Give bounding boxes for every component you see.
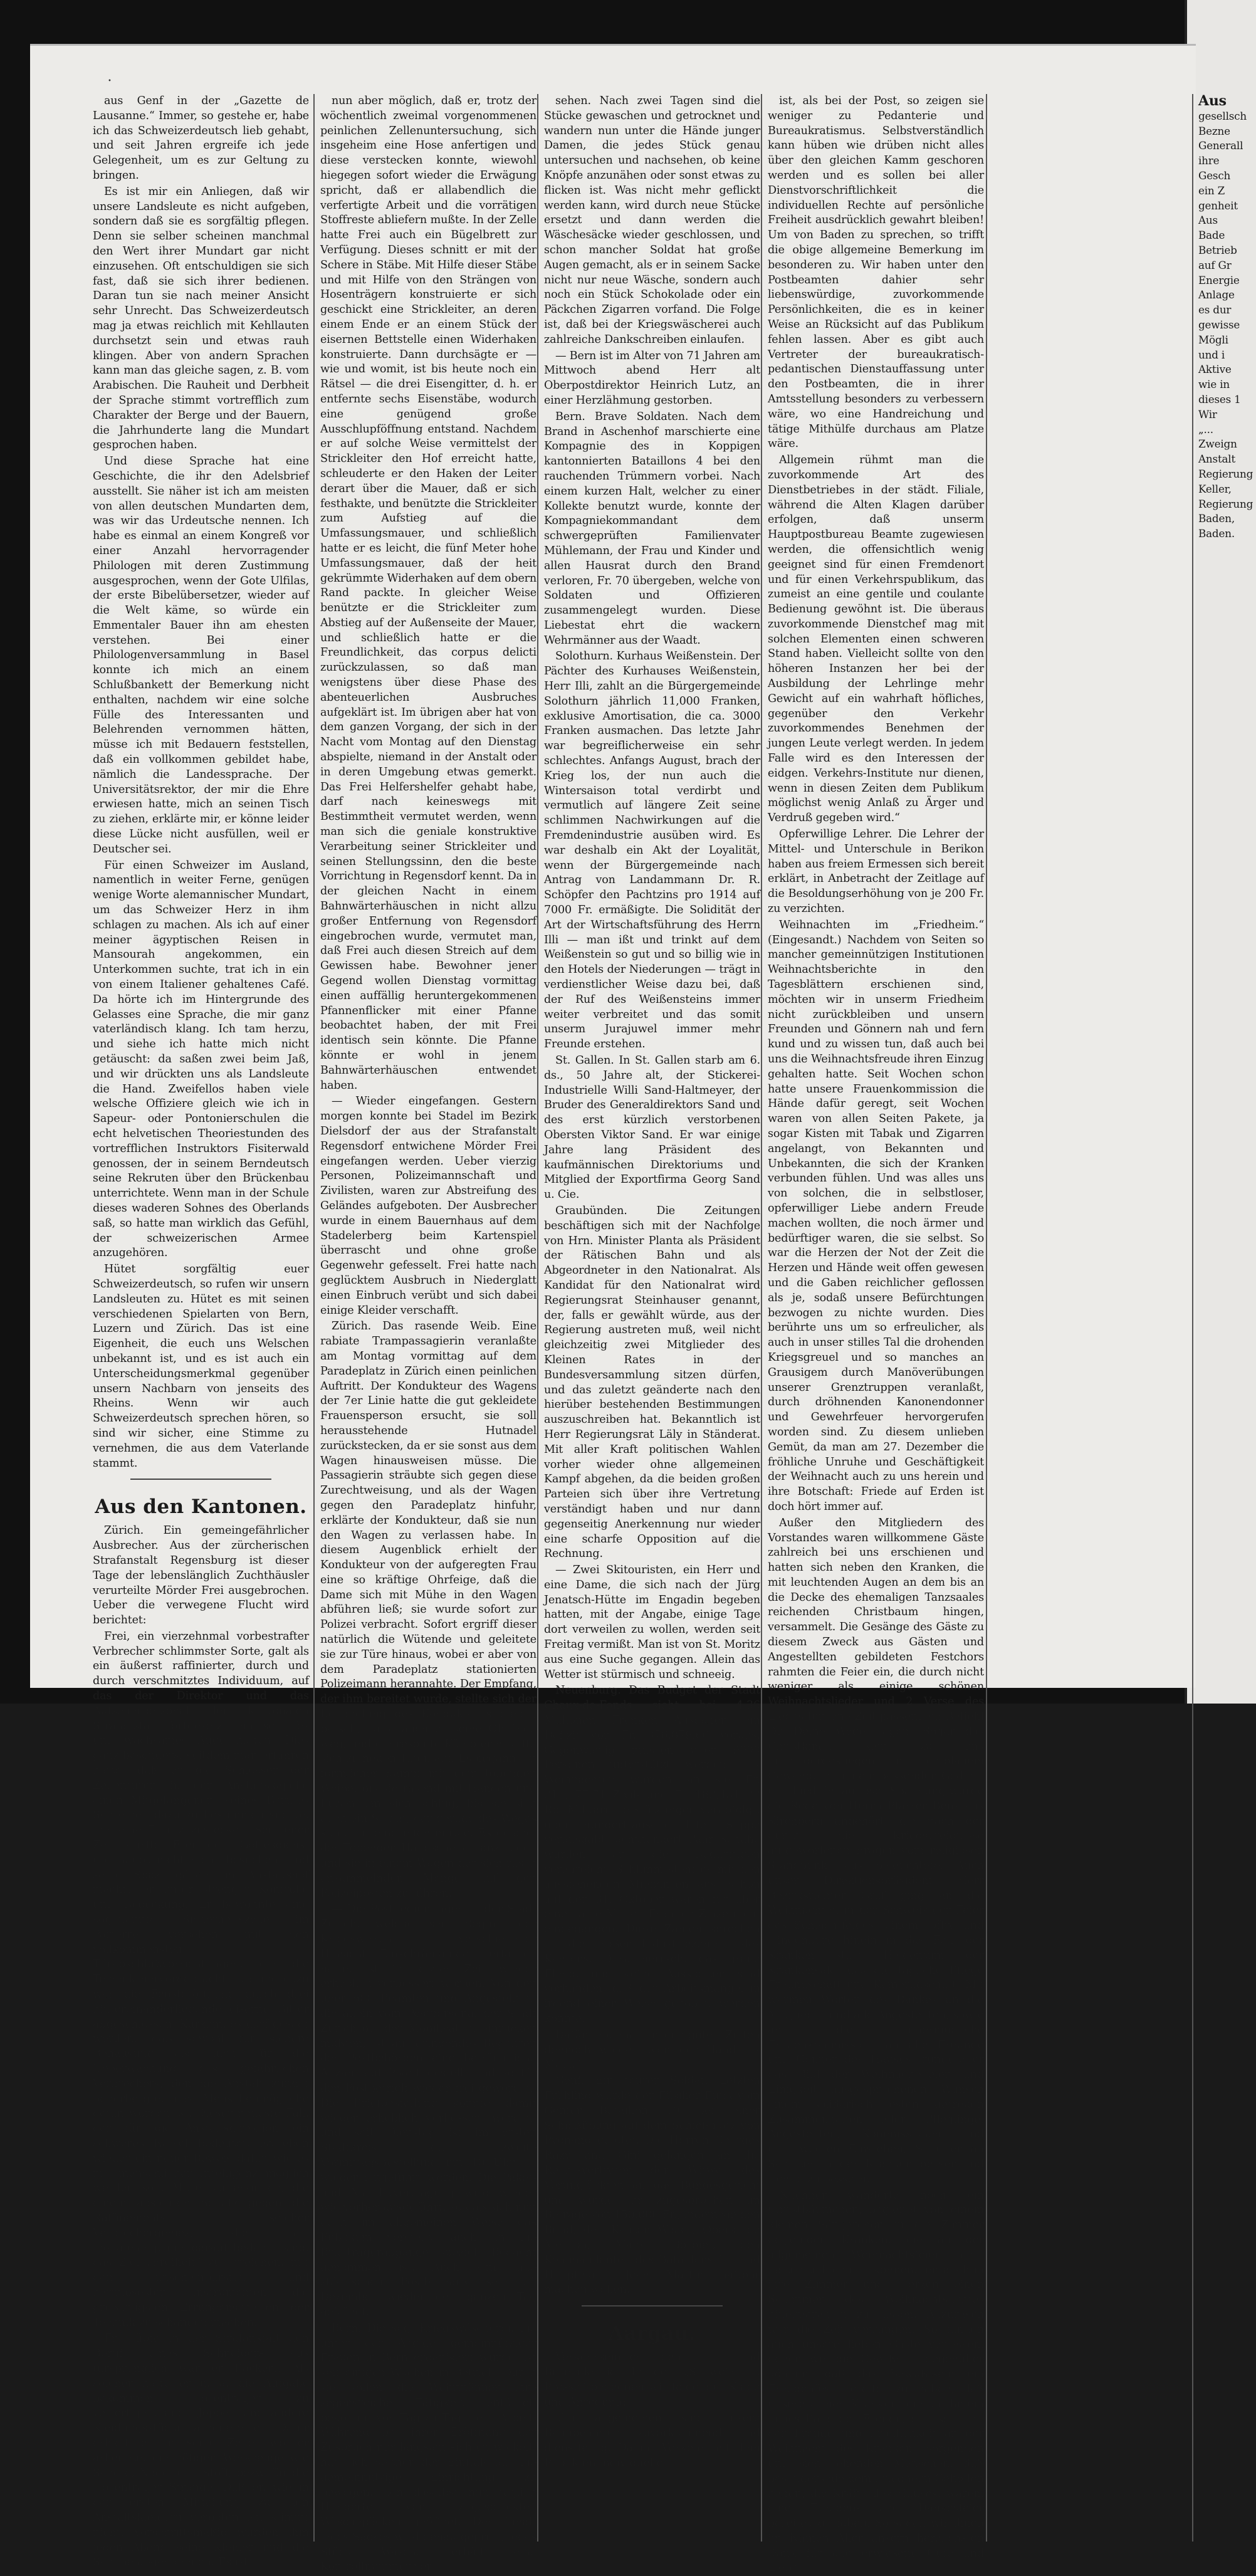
fragment-line: Regierung bbox=[1198, 467, 1253, 480]
paragraph: Für einen Schweizer im Ausland, namentlich in weiter Ferne, genügen wenige Worte alemannischer Mundart, um das Schweizer Herz in ihm schlagen zu machen. Als ich auf einer meiner ägyptischen Reisen in Mansourah angekommen, ein Unterkommen suchte, trat ich in ein von einem Italiener gehaltenes Café. Da hörte ich im Hintergrunde des Gelasses eine Sprache, die mir ganz vaterländisch klang. Ich tam herzu, und siehe ich hatte mich nicht getäuscht: da saßen zwei beim Jaß, und wir drückten uns als Landsleute die Hand. Zweifellos haben viele welsche Offiziere gleich wie ich in Sapeur- oder Pontonierschulen die echt helvetischen Theoriestunden des vortrefflichen Instruktors Fisiterwald genossen, der in seinem Berndeutsch seine Rekruten über den Brückenbau unterrichtete. Wenn man in der Schule dieses waderen Sohnes des Oberlands saß, so hatte man wirklich das Gefühl, der schweizerischen Armee anzugehören. bbox=[93, 859, 309, 1260]
paragraph: Verkehrseinrichtungen und Bureaukratie. In der „Schweiz. fr. Presse“ begegnen wir folgender Klage und Anregung: bbox=[544, 2351, 760, 2409]
fragment-line: Energie bbox=[1198, 273, 1240, 286]
paragraph: Opferwillige Lehrer. Die Lehrer der Mittel- und Unterschule in Berikon haben aus freiem Ermessen sich bereit erklärt, in Anbetracht der Zeitlage auf die Besoldungserhöhung von je 200 Fr. zu verzichten. bbox=[768, 828, 984, 916]
section-heading-kantonen: Aus den Kantonen. bbox=[95, 1495, 307, 1519]
fragment-line: wie in bbox=[1198, 378, 1230, 391]
paragraph: Hütet sorgfältig euer Schweizerdeutsch, so rufen wir unsern Landsleuten zu. Hütet es mit seinen verschiedenen Spielarten von Bern, Luzern und Zürich. Das ist eine Eigenheit, die euch uns Welschen unbekannt ist, und es ist auch ein Unterscheidungsmerkmal gegenüber unsern Nachbarn von jenseits des Rheins. Wenn wir auch Schweizerdeutsch sprechen hören, so sind wir sicher, eine Stimme zu vernehmen, die aus dem Vaterlande stammt. bbox=[93, 1263, 309, 1470]
fragment-line: Wir bbox=[1198, 407, 1217, 421]
paragraph: sehen. Nach zwei Tagen sind die Stücke gewaschen und getrocknet und wandern nun unter die Hände junger Damen, die jedes Stück genau untersuchen und nachsehen, ob keine Knöpfe anzunähen oder sonst etwas zu flicken ist. Was nicht mehr geflickt werden kann, wird durch neue Stücke ersetzt und dann werden die Wäschesäcke wieder geschlossen, und schon mancher Soldat hat große Augen gemacht, als er in seinem Sacke nicht nur neue Wäsche, sondern auch noch ein Stück Schokolade oder ein Päckchen Zigarren vorfand. Die Folge ist, daß bei der Kriegswäscherei auch zahlreiche Dankschreiben einlaufen. bbox=[544, 95, 760, 346]
fragment-line: ihre Gesch bbox=[1198, 154, 1231, 182]
paragraph: aus Genf in der „Gazette de Lausanne.“ Immer, so gestehe er, habe ich das Schweizerdeutsch lieb gehabt, und seit Jahren ergreife ich jede Gelegenheit, um es zur Geltung zu bringen. bbox=[93, 95, 309, 182]
column-rule-1 bbox=[313, 94, 315, 2542]
paragraph: Frei übte in der Strafanstalt den Beruf eines Schneiders aus (ursprünglich war er Bäcker). Als solcher hatte er u. a. die Aufgabe bekommen, Hosenträger zu verfertigen; auch Joppen und andere Kleidungsstücke arbeitete er. Dafür erhielt er in seine Zelle, wo er arbeitete, die nötigen Werkzeuge wie Schere, Nadel und Stoff, bezw. für die Hosenträger Stränge. Daß er, wie in der ersten Mitteilung zu den Anstaltskleidern verboten ist, stimmt nicht. Vorschriftsmäßig wurden ihm jeden Abend seine Kleider und die Schuhe abgenommen. Es ist bbox=[93, 2332, 309, 2569]
paragraph: Dafür lebt man in der guten Zeiten dennoch wieder „von der Hand ins Maul.“ bbox=[544, 2028, 760, 2071]
fragment-line: und i bbox=[1198, 348, 1225, 361]
column-3 bbox=[544, 94, 760, 2551]
column-5-cut-off bbox=[1198, 93, 1253, 2551]
column-2 bbox=[320, 94, 536, 2573]
fragment-line: auf Gr bbox=[1198, 258, 1232, 271]
paragraph: Allgemein rühmt man die zuvorkommende Art des Dienstbetriebes in der städt. Filiale, während die Alten Klagen darüber erfolgen, daß unserm Hauptpostbureau Beamte zugewiesen werden, die offensichtlich wenig geeignet sind für einen Fremdenort und für einen Verkehrspublikum, das zumeist an eine gentile und coulante Bedienung gewöhnt ist. Die überaus zuvorkommende Dienstchef mag mit solchen Elementen einen schweren Stand haben. Vielleicht sollte von den höheren Instanzen her bei der Ausbildung der Lehrlinge mehr Gewicht auf ein wahrhaft höfliches, gegenüber den Verkehr zuvorkommendes Benehmen der jungen Leute verlegt werden. In jedem Falle wird es den Interessen der eidgen. Verkehrs-Institute nur dienen, wenn in diesen Zeiten dem Publikum möglichst wenig Anlaß zu Ärger und Verdruß gegeben wird.“ bbox=[768, 454, 984, 825]
paragraph: Bern. Brave Soldaten. Nach dem Brand in Aschenhof marschierte eine Kompagnie des in Koppigen kantonnierten Bataillons 4 bei den rauchenden Trümmern vorbei. Nach einem kurzen Halt, welcher zu einer Kollekte benutzt wurde, konnte der Kompagniekommandant dem schwergeprüften Familienvater Mühlemann, der Frau und Kinder und allen Hausrat durch den Brand verloren, Fr. 70 übergeben, welche von Soldaten und Offizieren zusammengelegt wurden. Diese Liebestat ehrt die wackern Wehrmänner aus der Waadt. bbox=[544, 410, 760, 647]
fragment-line: Bade bbox=[1198, 229, 1225, 242]
column-1 bbox=[93, 94, 309, 2569]
paragraph: Nachher wanderte noch ein Christbäumchen, begleitet von einem kleinen Sängerchor, in die Zimmer derjenigen Kranken, die an der allgemeinen Weihnachtsfeier nicht hatten teilnehmen können, um auch in ihre Zimmer und Herzen einen Schimmer des Weihnachtslichtes hineinstrahlen zu lassen. Allzurasch war die Zeit vergangen. So fanden auch unsere lieben Gäste verlassen, denen wir die Gewißheit gegenüber können, daß das Bewußtsein ein Freudenfest bereitet zu haben, daß unsere armen Kranken, die an ihr ein neues Band der Freude, gemischt mit der Freude und Fröhlichkeit an der Weihnacht des Kranken, sorgenden und sich sehenden Menschen, daß besonders die dem Friedheim Geholfen haben, die Kräfte des Hauses, waren, eine Freuden- und Dankesfeier bereitet zu haben. So sagen wir ihnen im Namen Aller unsern herzlichsten Dank für alle erwiesene Güte und Liebe. bbox=[768, 2189, 984, 2575]
paragraph: Genf. Ein teurer Soldat. Letzten Frühling wurde der Füsilier Funk vom Genfer Bataillon 10 bei einer Schießübung auf dem Schießplatz von Pyonand getötet. Die Herren Georges Razy und Gini gelangen an die Rechtsvertreter der Witwe des Verunglückten an das Bundesgericht und wurde ihr zugesprochen im Betrage von 150,000 Fr., indem sie den Bund, den Kanton Waadt, Oberst de Meuron, Major Borbier, den Kommandanten des Bataillons 10, und Hauptmann Jean Martin haftbar machen wollen. bbox=[544, 2075, 760, 2296]
paragraph: — Zwei Skitouristen, ein Herr und eine Dame, die sich nach der Jürg Jenatsch-Hütte im Engadin begeben hatten, mit der Angabe, einige Tage dort verweilen zu wollen, werden seit Freitag vermißt. Man ist von St. Moritz aus eine Suche gegangen. Allein das Wetter ist stürmisch und schneeig. bbox=[544, 1564, 760, 1681]
fragment-line: Bezne bbox=[1198, 124, 1230, 137]
fragment-line: Aus bbox=[1198, 214, 1218, 227]
fragment-line: ein Z bbox=[1198, 184, 1225, 197]
paragraph: Graubünden. Die Zeitungen beschäftigen sich mit der Nachfolge von Hrn. Minister Planta als Präsident der Rätischen Bahn und als Abgeordneter in den Nationalrat. Als Kandidat für den Nationalrat wird Regierungsrat Steinhauser genannt, der, falls er gewählt würde, aus der Regierung austreten muß, weil nicht gleichzeitig zwei Mitglieder des Kleinen Rates in der Bundesversammlung sitzen dürfen, und das zuletzt geänderte nach den hierüber bestehenden Bestimmungen auszuschreiben hat. Bekanntlich ist Herr Regierungsrat Läly in Ständerat. Mit aller Kraft politischen Wahlen vorher wieder ohne allgemeinen Kampf abgehen, da die beiden großen Parteien sich über ihre Vertretung verständigt haben und nur dann gegenseitig Anerkennung nur wieder eine scharfe Opposition auf die Rechnung. bbox=[544, 1204, 760, 1561]
column-rule-2 bbox=[537, 94, 538, 2542]
paragraph: „Im allgemeinen sind unsere Bahnbeamten zuvorkommend und dienstfertig. Da ihr Verkehr mit dem Publikum individueller bbox=[544, 2412, 760, 2469]
paragraph: Außer den Mitgliedern des Vorstandes waren willkommene Gäste zahlreich bei uns erschienen und hatten sich neben den Kranken, die mit leuchtenden Augen an dem bis an die Decke des ehemaligen Tanzsaales reichenden Christbaum hingen, versammelt. Die Gesänge des Gäste zu diesem Zweck aus Gästen und Angestellten gebildeten Festchors rahmten die Feier ein, die durch nicht weniger als einige schönen Weihnachtslieder und 2 Verse des Liedes für jene Zeit passenden: Befiehl Du Deine Wege, lagen. Sogar das Christkindli kam zu uns herniedergestiegen in lichtblauem Gewand, mit einem passenden Gedicht und Lied. In lautloser Spannung wurde die Rede von Herrn Pfarrer Benz aus Kirchberg angehört, die nach der durch die Kriegsereignisse aufgeworfenen Fragen vom religiösen Standpunkt aus beleuchtete. Auch unser Direktionspräsident Herr Bezirksrichter Graf ging an die Weihnachten in der Schweiz der Feier des Schlachtfeldes, einem Joffre und Hindenburg hinein in das Feld der Kranken stille Heldentum der Krankensäle, das die tägliche Pflege Freundschaft und Kameradschaft. Mit warmen Worten des Dankes an die Mitglieder und alle Angestellten, sowie an die unermüdliche Frauenkommission, an alle Freunde und Gönner des Hauses, rundete er das Bild der Weihnachtsfeier, und Einigkeit ausgesprochenen Wunsch einem solidarisch festen, getreuen Zusammenhalten aller, Pfleglinge, Angestellten, Kommissionen und unentwegten Einstehen, Schulter an Schulter in der Kranken besser und richtig zu bessern. bbox=[768, 1516, 984, 2186]
fragment-line: Generall bbox=[1198, 139, 1243, 152]
fragment-line: Anstalt bbox=[1198, 453, 1235, 466]
fragment-line: Keller, bbox=[1198, 482, 1232, 495]
fragment-line: gewisse bbox=[1198, 318, 1240, 331]
fragment-line: Zweign bbox=[1198, 437, 1237, 451]
paragraph: Frei, ein vierzehnmal vorbestrafter Verbrecher schlimmster Sorte, galt als ein äußerst raffinierter, durch und durch verschmitztes Individuum, auf das der Direktor und das Aufseherpersonal der kantonalen Strafanstalt fortgesetzt ein scharfes und wachsames Auge hatten. Dies ganz besonders, seitdem man erfahren hatte, daß er die Schlösser der Zellentüren in der Anstaltskapelle einen Mitgefangenen, seines Berufes Schreiner, dazu zu bestimmen suchte, ihm eine Feile zuzustecken. Seit jener Zeit durfte Frei den Gottesdienst überhaupt nicht mehr besuchen, und seine Spaziergänge im Anstaltshof machte er unter strenger Kontrolle und Bedeckung. Er bewohnte eine sogenannte Sicherheitszelle im Parterre, versehen mit den vollkommensten Türabschlußvorrichtungen, die die Technik hervorgebracht hat; und dazu war die Fensteröffnung durch drei hintereinanderliegende eiserne Gitter abgeschlossen. Kurzum, es darf gesagt werden, daß sowohl für sichere Behausung als auch für die Ueberwachung des gefährlichen Verbrechers, den die Anstalt zurzeit beherbergte, das Menschenmögliche getan worden ist. Dieser neueste Fall, der für die Anstaltsdirektion ein schweres Rätsel bedeutet, ist eben wieder ein neuer Beweis dafür, wie es mit menschlicher Intelligenz möglich werden soll, Mittel zu ersinnen, die einem absoluten Schutz gegen die Raffinements solcher Verbrechergenies, die hart monatelang, nur darauf bedacht sind, das Ziel „Freiheit“ zu erreichen, mit den unscheinbarsten und harmlosesten Instrumenten die großartigsten Errungenschaften der Technik zu schanden machen. bbox=[93, 1630, 309, 2329]
paragraph: Solothurn. Kurhaus Weißenstein. Der Pächter des Kurhauses Weißenstein, Herr Illi, zahlt an die Bürgergemeinde Solothurn jährlich 11,000 Franken, exklusive Amortisation, die ca. 3000 Franken ausmachen. Das letzte Jahr war begreiflicherweise ein sehr schlechtes. Anfangs August, brach der Krieg los, der nun auch die Wintersaison total verdirbt und vermutlich auf längere Zeit seine schlimmen Nachwirkungen auf die Fremdenindustrie ausüben wird. Es war deshalb ein Akt der Loyalität, wenn der Bürgergemeinde nach Antrag von Landammann Dr. R. Schöpfer den Pachtzins pro 1914 auf 7000 Fr. ermäßigte. Die Solidität der Art der Wirtschaftsführung des Herrn Illi — man ißt und trinkt auf dem Weißenstein so gut und so billig wie in den Hotels der Niederungen — trägt in verdienstlicher Weise dazu bei, daß der Ruf des Weißensteins immer weiter verbreitet und das somit unserm Jurajuwel immer mehr Freunde erstehen. bbox=[544, 650, 760, 1051]
fragment-line: es dur bbox=[1198, 303, 1232, 317]
paragraph: Bern. Die sog. Kriegswäscherei, die unter der Aegide gemeinnütziger Frauen in Bern organisiert wurde, ist seit einigen Wochen in Betrieb. Durch sie sollen die Wehrmänner ihre segensreiche Tätigkeit entfaltet, bekommt von Tag zu Tag mehr Arbeit. Während bei ihrer Eröffnung der Zuspruch nur langsam sich entwickelt, hat sich seither der Einfluß auf die gemeinnützige Einrichtung zu bewegen, den daselbst nun täglich Hunderte von zugeschickten Wäschepäcken geöffnet. Der Inhalt jedes Sackes wird genau geprüft, jedes Stück Wäsche erhält eine Kontrollnummer ver- bbox=[320, 2322, 536, 2573]
paragraph: nun aber möglich, daß er, trotz der wöchentlich zweimal vorgenommenen peinlichen Zellenuntersuchung, sich insgeheim eine Hose anfertigen und diese verstecken konnte, wiewohl hiegegen sofort wieder die Erwägung spricht, daß er allabendlich die verfertigte Arbeit und die vorrätigen Stoffreste abliefern mußte. In der Zelle hatte Frei auch ein Bügelbrett zur Verfügung. Dieses schnitt er mit der Schere in Stäbe. Mit Hilfe dieser Stäbe und mit Hilfe von den Strängen von Hosenträgern konstruierte er sich geschickt eine Strickleiter, an deren einem Ende er an einem Stück der eisernen Bettstelle einen Widerhaken konstruierte. Dann durchsägte er — wie und womit, ist bis heute noch ein Rätsel — die drei Eisengitter, d. h. er entfernte sechs Eisenstäbe, wodurch eine genügend große Ausschlupföffnung entstand. Nachdem er auf solche Weise vermittelst der Strickleiter den Hof erreicht hatte, schleuderte er den Haken der Leiter derart über die Mauer, daß er sich festhakte, und benützte die Strickleiter zum Aufstieg auf die Umfassungsmauer, und schließlich hatte er es leicht, die fünf Meter hohe Umfassungsmauer, daß der heit gekrümmte Widerhaken auf dem obern Rand packte. In gleicher Weise benützte er die Strickleiter zum Abstieg auf der Außenseite der Mauer, und schließlich hatte er die Freundlichkeit, das corpus delicti zurückzulassen, so daß man wenigstens über diese Phase des abenteuerlichen Ausbruches aufgeklärt ist. Im übrigen aber hat von dem ganzen Vorgang, der sich in der Nacht vom Montag auf den Dienstag abspielte, niemand in der Anstalt oder in deren Umgebung etwas gemerkt. Das Frei Helfershelfer gehabt habe, darf nach keineswegs mit Bestimmtheit vermutet werden, wenn man sich die geniale konstruktive Verarbeitung seiner Strickleiter und seinen Stellungssinn, den die beste Vorrichtung in Regensdorf kennt. Da in der gleichen Nacht in einem Bahnwärterhäuschen in nicht allzu großer Entfernung von Regensdorf eingebrochen wurde, vermutet man, daß Frei auch diesen Streich auf dem Gewissen habe. Bewohner jener Gegend wollen Dienstag vormittag einen auffällig heruntergekommenen Pfannenflicker mit einer Pfanne beobachtet haben, der mit Frei identisch sein könnte. Die Pfanne könnte er wohl in jenem Bahnwärterhäuschen entwendet haben. bbox=[320, 95, 536, 1092]
paragraph: Und diese Sprache hat eine Geschichte, die ihr den Adelsbrief ausstellt. Sie näher ist ich am meisten von allen deutschen Mundarten dem, was wir das Urdeutsche nennen. Ich habe es einmal an einem Kongreß vor einer Anzahl hervorragender Philologen mit deren Zustimmung ausgesprochen, wenn der Gote Ulfilas, der erste Bibelübersetzer, wieder auf die Welt käme, so würde ein Emmentaler Bauer ihn am ehesten verstehen. Bei einer Philologenversammlung in Basel konnte ich mich an einem Schlußbankett der Bemerkung nicht enthalten, nachdem wir eine solche Fülle des Interessanten und Belehrenden vernommen hätten, müsse ich mit Bedauern feststellen, daß ein vollkommen gebildet habe, nämlich die Landessprache. Der Universitätsrektor, der mir die Ehre erwiesen hatte, mich an seinen Tisch zu ziehen, erklärte mir, er könne leider diese Lücke nicht ausfüllen, weil er Deutscher sei. bbox=[93, 455, 309, 856]
paragraph: Neuenburg. Das Budget der Stadt Chaux-de-Fonds sieht bei 4,36 Millionen Franken Ausgaben ein Defizit von Fr. 376,879.60 voraus. Gegenwärtig müssen über 9000 Personen unterstützt werden; bis Weihnachten wurden an sie Fr. 214,277.71 Zivil- und Fr. 182,431 22 Rp. Militärunterstützungen verabfolgt; über hunderttausend Liter Suppe verausgabt; achthundert Paar Schuhe wurden an die Bedürftigen verabreicht. Schlimm steht es mit den ausstehenden Mietzinsen aus; schon auf den 31. Oktober waren für über eine halbe Million Franken Zinse nicht eingegangen. Diese Zahlen sprechen für die großen Industriezentren des Kantons. Dura herrscht das graue Elend, und keine Aussichten sind vorhanden, daß der Arbeitsmangel in irgend einer Weise gehoben werden könnte. bbox=[544, 1684, 760, 2025]
fragment-line: Baden, bbox=[1198, 512, 1235, 525]
paragraph: St. Gallen. In St. Gallen starb am 6. ds., 50 Jahre alt, der Stickerei-Industrielle Willi Sand-Haltmeyer, der Bruder des Generaldirektors Sand und des erst kürzlich verstorbenen Obersten Viktor Sand. Er war einige Jahre lang Präsident des kaufmännischen Direktoriums und Mitglied der Exportfirma Georg Sand u. Cie. bbox=[544, 1054, 760, 1202]
fragment-line: „... bbox=[1198, 422, 1213, 436]
fragment-line: Anlage bbox=[1198, 288, 1235, 301]
column-rule-4 bbox=[986, 94, 987, 2542]
section-heading-aargau: Aargau. bbox=[608, 2322, 696, 2345]
fragment-line: Betrieb bbox=[1198, 243, 1237, 256]
paragraph: — Wieder eingefangen. Gestern morgen konnte bei Stadel im Bezirk Dielsdorf der aus der Strafanstalt Regensdorf entwichene Mörder Frei eingefangen werden. Ueber vierzig Personen, Polizeimannschaft und Zivilisten, waren zur Abstreifung des Geländes aufgeboten. Der Ausbrecher wurde in einem Bauernhaus auf dem Stadelerberg beim Kartenspiel überrascht und ohne große Gegenwehr gefesselt. Frei hatte nach geglücktem Ausbruch in Niederglatt einen Einbruch verübt und sich dabei einige Kleider verschafft. bbox=[320, 1095, 536, 1317]
paragraph: Zürich. Das rasende Weib. Eine rabiate Trampassagierin veranlaßte am Montag vormittag auf dem Paradeplatz in Zürich einen peinlichen Auftritt. Der Kondukteur des Wagens der 7er Linie hatte die gut gekleidete Frauensperson ersucht, sie soll herausstehende Hutnadel zurückstecken, da er sie sonst aus dem Wagen hinausweisen müsse. Die Passagierin sträubte sich gegen diese Zurechtweisung, und als der Wagen gegen den Paradeplatz hinfuhr, erklärte der Kondukteur, daß sie nun den Wagen zu verlassen habe. In diesem Augenblick erhielt der Kondukteur von der aufgeregten Frau eine so kräftige Ohrfeige, daß die Dame sich mit Mühe in den Wagen abführen ließ; sie wurde sofort zur Polizei verbracht. Sofort ergriff dieser natürlich die Wütende und geleitete sie zur Türe hinaus, wobei er aber von dem Paradeplatz stationierten Polizeimann herannahte. Der Empfang, der ihm bereitet wurde, stellte sich der Behandlung des Kondukteurs gleich; patsch, hatte auch er seine Ohrfeige weg, und die resolute Kämpferin raffte sich zu neuen Taten auf. Es begann ein förmlicher Kampf mit dem tobenden Weibe, bis sie rasend mit Händen und Füßen um sich schlug, bis sie sich auch ein Soldat, der gerade des Weges kam, mit eingreifen mußte. Es gelang, der Tobenden Handschellen anzulegen und sie in einem Wagen der sich rasch ansammelnden Menge auf den Polizeiposten zu führen. bbox=[320, 1320, 536, 1900]
fragment-line: Baden. bbox=[1198, 527, 1235, 540]
fragment-line: genheit bbox=[1198, 199, 1238, 212]
paragraph: — Die Postbedienungen in der Stadt Zürich, welche seit Beginn der Kriegswirren in verschiedener Hinsicht Einschränkungen erfahren hatte, ist in letzter Zeit wieder erheblich verbessert worden. Von den über 500 Beamten und Angestellten, die allein vom Postpersonal der Stadt Zürich bei der Mobilisation einrücken mußten, ist auf dringendes Begehren der Postbehörden eine beträchtliche Anzahl auf Pikett gestellt und so für den Postbetrieb wieder frei geworden. Die Briefbestellung konnte damit wieder erheblich verbessert werden, und seit Dienstag ist im ersten Stadtkreis die zweite Vormittagsbestellung um 10 Uhr 30 wieder eingeführt worden. Die Paket- und Mandatvertragung wird wieder wie vorher ausgeführt, so daß sich nun auch im allgemeinen Weise das Publikum verstellt; auch an die Briefträgerabgänge speziell Bedacht genommen ist. Auch sind alle städtischen Postbureaux seit 21 Dezember wieder den ganzen Tag geöffnet. bbox=[320, 1903, 536, 2318]
column-rule-3 bbox=[761, 94, 762, 2542]
paragraph: Zürich. Ein gemeingefährlicher Ausbrecher. Aus der zürcherischen Strafanstalt Regensburg ist dieser Tage der lebenslänglich Zuchthäusler verurteilte Mörder Frei ausgebrochen. Ueber die verwegene Flucht wird berichtet: bbox=[93, 1524, 309, 1627]
column-rule-5 bbox=[1192, 94, 1193, 2542]
section-divider bbox=[130, 1479, 271, 1480]
fragment-line: Regierung bbox=[1198, 497, 1253, 510]
fragment-line: Mögli bbox=[1198, 333, 1228, 346]
paragraph: ist, als bei der Post, so zeigen sie weniger zu Pedanterie und Bureaukratismus. Selbstverständlich kann hüben wie drüben nicht alles über den gleichen Kamm geschoren werden und es sollen bei aller Dienstvorschriftlichkeit die individuellen Rechte auf persönliche Freiheit ausdrücklich gewahrt bleiben! Um von Baden zu sprechen, so trifft die obige allgemeine Bemerkung im besonderen zu. Wir haben unter den Postbeamten dahier sehr liebenswürdige, zuvorkommende Persönlichkeiten, die es in keiner Weise an Rücksicht auf das Publikum fehlen lassen. Aber es gibt auch Vertreter der bureaukratisch-pedantischen Dienstauffassung unter den Postbeamten, die in ihrer Amtsstellung besonders zu verbessern wäre, wo eine Handreichung und tätige Mithülfe durchaus am Platze wäre. bbox=[768, 95, 984, 451]
fragment-line: dieses 1 bbox=[1198, 392, 1241, 406]
column-4 bbox=[768, 94, 984, 2575]
fragment-line: Aktive bbox=[1198, 363, 1232, 376]
paragraph: — Bern ist im Alter von 71 Jahren am Mittwoch abend Herr alt Oberpostdirektor Heinrich Lutz, an einer Herzlähmung gestorben. bbox=[544, 349, 760, 407]
paragraph: Weihnachten im „Friedheim.“ (Eingesandt.) Nachdem von Seiten so mancher gemeinnützigen Institutionen Weihnachtsberichte in den Tagesblättern erschienen sind, möchten wir in unserm Friedheim nicht zurückbleiben und unsern Freunden und Gönnern nah und fern kund und zu wissen tun, daß auch bei uns die Weihnachtsfreude ihren Einzug gehalten hatte. Seit Wochen schon hatte unsere Frauenkommission die Hände dafür geregt, seit Wochen waren von allen Seiten Pakete, ja sogar Kisten mit Tabak und Zigarren angelangt, von Bekannten und Unbekannten, die sich der Kranken verbunden fühlen. Und was alles uns von solchen, die in selbstloser, opferwilliger Liebe andern Freude machen wollten, die noch ärmer und bedürftiger waren, die sie selbst. So war die Herzen der Not der Zeit die Herzen und Hände weit offen gewesen und die Gaben reichlicher geflossen als je, sodaß unsere Befürchtungen bezwogen zu nichte wurden. Dies berührte uns um so erfreulicher, als auch in unser stilles Tal die drohenden Kriegsgreuel und so manches an Grausigem durch Manöverübungen unserer Grenztruppen veranlaßt, durch dröhnenden Kanonendonner und Gewehrfeuer hervorgerufen worden sind. Zu diesem unlieben Gemüt, da man am 27. Dezember die fröhliche Unruhe und Geschäftigkeit der Weihnacht auch zu uns herein und ihre Botschaft: Friede auf Erden ist doch hört immer auf. bbox=[768, 918, 984, 1513]
section-divider bbox=[582, 2305, 723, 2306]
paragraph: Es ist mir ein Anliegen, daß wir unsere Landsleute es nicht aufgeben, sondern daß sie es sorgfältig pflegen. Denn sie selber scheinen manchmal den Wert ihrer Mundart gar nicht einzusehen. Oft entschuldigen sie sich fast, daß sie sich ihrer bedienen. Daran tun sie nach meiner Ansicht sehr Unrecht. Das Schweizerdeutsch mag ja etwas reichlich mit Kehllauten durchsetzt sein und etwas rauh klingen. Aber von andern Sprachen kann man das gleiche sagen, z. B. vom Arabischen. Die Rauheit und Derbheit der Sprache stimmt vortrefflich zum Charakter der Berge und der Bauern, die Jahrhunderte lang die Mundart gesprochen haben. bbox=[93, 185, 309, 452]
fragment-line: gesellsch bbox=[1198, 109, 1247, 122]
fragment-line: Aus bbox=[1198, 93, 1227, 109]
page-mark: • bbox=[108, 78, 112, 85]
